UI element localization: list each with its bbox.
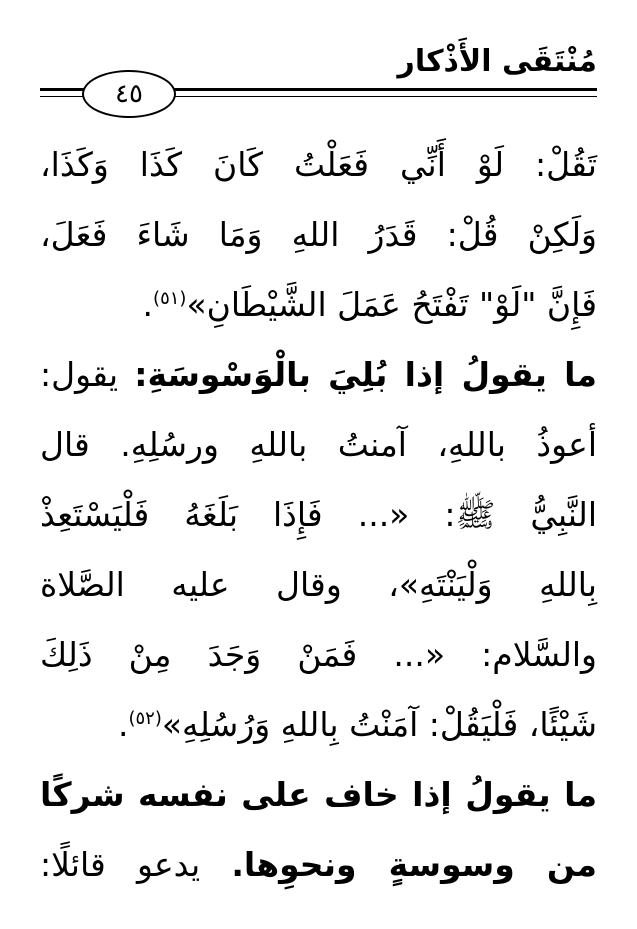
text-line-9 [40, 690, 597, 760]
text-line-8 [40, 620, 597, 690]
heading-waswasa: ما يقولُ إذا بُلِيَ بالْوَسْوسَةِ: [134, 355, 597, 394]
line-5-text: أعوذُ باللهِ، آمنتُ باللهِ ورسُلِهِ. قال [40, 425, 597, 464]
page-number-badge [82, 70, 176, 118]
running-title: مُنْتَقَى الأَذْكار [397, 44, 597, 79]
line-6-text: النَّبِيُّ ﷺ: «... فَإِذَا بَلَغَهُ فَلْيَسْتَعِذْ [40, 495, 597, 534]
line-3-text: فَإِنَّ "لَوْ" تَفْتَحُ عَمَلَ الشَّيْطَانِ» [186, 285, 597, 324]
line-2-text: وَلَكِنْ قُلْ: قَدَرُ اللهِ وَمَا شَاءَ فَعَلَ، [40, 215, 597, 254]
footnote-ref-51: (٥١) [153, 288, 187, 309]
line-3-tail: . [142, 285, 154, 324]
text-line-2 [40, 200, 597, 270]
text-line-3 [40, 270, 597, 340]
heading-shirk: ما يقولُ إذا خاف على نفسه شركًا [40, 775, 597, 814]
text-line-7 [40, 550, 597, 620]
footnote-ref-52: (٥٢) [128, 708, 162, 729]
line-4-tail: يقول: [40, 355, 135, 394]
line-9-tail: . [117, 705, 129, 744]
line-9-text: شَيْئًا، فَلْيَقُلْ: آمَنْتُ بِاللهِ وَرُسُلِهِ» [161, 705, 597, 744]
text-line-1 [40, 130, 597, 200]
heading-shirk-cont: من وسوسةٍ ونحوِها. [231, 845, 597, 884]
line-7-text: بِاللهِ وَلْيَنْتَهِ»، وقال عليه الصَّلاة [40, 565, 597, 604]
text-line-10 [40, 760, 597, 830]
line-1-text: تَقُلْ: لَوْ أَنِّي فَعَلْتُ كَانَ كَذَا وَكَذَا، [40, 145, 597, 184]
line-11-tail: يدعو قائلًا: [40, 845, 232, 884]
text-line-6 [40, 480, 597, 550]
text-line-4 [40, 340, 597, 410]
text-line-5 [40, 410, 597, 480]
line-8-text: والسَّلام: «... فَمَنْ وَجَدَ مِنْ ذَلِكَ [40, 635, 597, 674]
body-text [40, 130, 597, 900]
text-line-11 [40, 830, 597, 900]
page-number: ٤٥ [115, 79, 143, 109]
